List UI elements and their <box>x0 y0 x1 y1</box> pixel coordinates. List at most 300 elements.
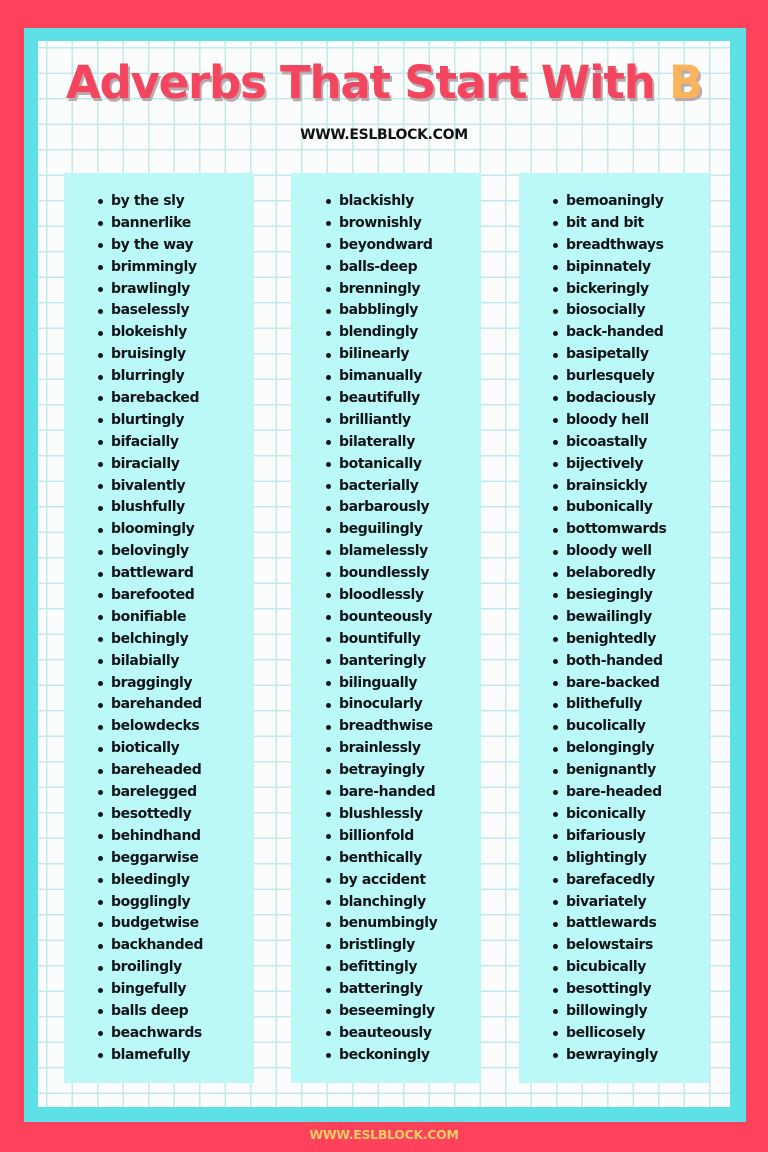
adverb-text: bloomingly <box>111 521 195 538</box>
list-item <box>326 607 481 629</box>
bullet-icon <box>98 199 103 204</box>
list-item <box>98 541 254 563</box>
list-item <box>98 957 254 979</box>
adverb-text: bilingually <box>339 674 418 691</box>
bullet-icon <box>553 265 558 270</box>
list-item <box>98 913 254 935</box>
adverb-text: bloody hell <box>566 411 649 428</box>
list-item <box>98 497 254 519</box>
adverb-text: budgetwise <box>111 915 199 932</box>
bullet-icon <box>98 615 103 620</box>
list-item <box>98 782 254 804</box>
bullet-icon <box>98 396 103 401</box>
bullet-icon <box>98 375 103 380</box>
list-item <box>98 804 254 826</box>
bullet-icon <box>326 550 331 555</box>
adverb-text: bingefully <box>111 981 187 998</box>
bullet-icon <box>553 659 558 664</box>
adverb-text: bimanually <box>339 368 422 385</box>
bullet-icon <box>553 790 558 795</box>
bullet-icon <box>98 572 103 577</box>
bullet-icon <box>326 615 331 620</box>
adverb-text: bipinnately <box>566 258 651 275</box>
bullet-icon <box>98 725 103 730</box>
adverb-text: bemoaningly <box>566 193 664 209</box>
bullet-icon <box>553 681 558 686</box>
bullet-icon <box>98 1053 103 1058</box>
list-item <box>553 892 709 914</box>
bullet-icon <box>553 900 558 905</box>
list-item <box>98 716 254 738</box>
list-item <box>553 519 709 541</box>
bullet-icon <box>326 790 331 795</box>
bullet-icon <box>553 1053 558 1058</box>
adverb-text: backhanded <box>111 937 203 954</box>
adverb-text: banteringly <box>339 652 426 669</box>
list-item <box>98 848 254 870</box>
adverb-text: bruisingly <box>111 346 186 363</box>
list-item <box>326 957 481 979</box>
list-item <box>326 519 481 541</box>
bullet-icon <box>326 747 331 752</box>
adverb-text: blightingly <box>566 849 647 866</box>
adverb-text: belowdecks <box>111 718 200 735</box>
adverb-text: blokeishly <box>111 324 187 341</box>
list-item <box>326 804 481 826</box>
list-item <box>553 235 709 257</box>
bullet-icon <box>326 725 331 730</box>
bullet-icon <box>326 769 331 774</box>
bullet-icon <box>98 988 103 993</box>
list-item <box>98 935 254 957</box>
bullet-icon <box>326 966 331 971</box>
adverb-text: blurtingly <box>111 411 185 428</box>
bullet-icon <box>553 856 558 861</box>
bullet-icon <box>326 878 331 883</box>
list-item <box>98 1023 254 1045</box>
adverb-text: back-handed <box>566 324 664 341</box>
list-item <box>553 213 709 235</box>
list-item <box>98 607 254 629</box>
list-item <box>326 760 481 782</box>
bullet-icon <box>553 1009 558 1014</box>
list-item <box>326 694 481 716</box>
list-item <box>553 957 709 979</box>
list-item <box>553 366 709 388</box>
list-item <box>98 870 254 892</box>
adverb-text: betrayingly <box>339 762 425 779</box>
list-item <box>326 913 481 935</box>
bullet-icon <box>98 221 103 226</box>
adverb-text: bicubically <box>566 959 646 976</box>
word-column-3 <box>519 173 709 1083</box>
adverb-text: bodaciously <box>566 390 656 407</box>
list-item <box>553 191 709 213</box>
bullet-icon <box>326 944 331 949</box>
word-list-2 <box>291 173 481 1067</box>
bullet-icon <box>553 966 558 971</box>
adverb-text: botanically <box>339 455 422 472</box>
bullet-icon <box>98 637 103 642</box>
adverb-text: brawlingly <box>111 280 190 297</box>
adverb-text: both-handed <box>566 652 663 669</box>
adverb-text: bilabially <box>111 652 180 669</box>
bullet-icon <box>326 1009 331 1014</box>
bullet-icon <box>553 396 558 401</box>
adverb-text: boundlessly <box>339 565 430 582</box>
adverb-text: brenningly <box>339 280 421 297</box>
list-item <box>326 476 481 498</box>
list-item <box>98 279 254 301</box>
bullet-icon <box>326 265 331 270</box>
list-item <box>553 541 709 563</box>
adverb-text: bounteously <box>339 608 433 625</box>
bullet-icon <box>553 593 558 598</box>
adverb-text: bottomwards <box>566 521 667 538</box>
adverb-text: belovingly <box>111 543 189 560</box>
bullet-icon <box>326 528 331 533</box>
adverb-text: blushfully <box>111 499 185 516</box>
bullet-icon <box>326 703 331 708</box>
bullet-icon <box>98 878 103 883</box>
adverb-text: burlesquely <box>566 368 655 385</box>
bullet-icon <box>98 681 103 686</box>
bullet-icon <box>553 375 558 380</box>
list-item <box>553 607 709 629</box>
bullet-icon <box>553 703 558 708</box>
list-item <box>98 892 254 914</box>
list-item <box>326 673 481 695</box>
list-item <box>553 935 709 957</box>
bullet-icon <box>326 834 331 839</box>
adverb-text: billionfold <box>339 827 414 844</box>
bullet-icon <box>326 812 331 817</box>
adverb-text: bifariously <box>566 827 646 844</box>
list-item <box>326 191 481 213</box>
list-item <box>326 848 481 870</box>
bullet-icon <box>553 550 558 555</box>
bullet-icon <box>98 900 103 905</box>
bullet-icon <box>553 812 558 817</box>
bullet-icon <box>98 1009 103 1014</box>
list-item <box>553 804 709 826</box>
bullet-icon <box>98 353 103 358</box>
adverb-text: beautifully <box>339 390 420 407</box>
bullet-icon <box>326 440 331 445</box>
adverb-text: beachwards <box>111 1024 202 1041</box>
adverb-text: brilliantly <box>339 411 411 428</box>
bullet-icon <box>326 900 331 905</box>
bullet-icon <box>326 243 331 248</box>
list-item <box>553 782 709 804</box>
list-item <box>553 585 709 607</box>
adverb-text: bacterially <box>339 477 419 494</box>
list-item <box>553 913 709 935</box>
list-item <box>98 1045 254 1067</box>
bullet-icon <box>98 812 103 817</box>
list-item <box>553 1045 709 1067</box>
bullet-icon <box>553 243 558 248</box>
list-item <box>98 694 254 716</box>
list-item <box>553 826 709 848</box>
list-item <box>553 760 709 782</box>
list-item <box>326 432 481 454</box>
adverb-text: bivalently <box>111 477 186 494</box>
adverb-text: besottingly <box>566 981 652 998</box>
list-item <box>326 716 481 738</box>
adverb-text: balls-deep <box>339 258 418 275</box>
list-item <box>326 213 481 235</box>
list-item <box>326 782 481 804</box>
adverb-text: braggingly <box>111 674 193 691</box>
bullet-icon <box>326 1031 331 1036</box>
list-item <box>553 629 709 651</box>
list-item <box>553 497 709 519</box>
adverb-text: bountifully <box>339 630 421 647</box>
adverb-text: baselessly <box>111 302 190 319</box>
list-item <box>553 716 709 738</box>
list-item <box>553 410 709 432</box>
adverb-text: bickeringly <box>566 280 649 297</box>
list-item <box>98 760 254 782</box>
bullet-icon <box>98 309 103 314</box>
list-item <box>326 629 481 651</box>
adverb-text: bellicosely <box>566 1024 646 1041</box>
bullet-icon <box>553 309 558 314</box>
adverb-text: bloodlessly <box>339 587 424 604</box>
adverb-text: bareheaded <box>111 762 202 779</box>
bullet-icon <box>326 199 331 204</box>
adverb-text: benightedly <box>566 630 657 647</box>
list-item <box>553 257 709 279</box>
adverb-text: billowingly <box>566 1002 648 1019</box>
adverb-text: bare-handed <box>339 784 436 801</box>
adverb-text: blanchingly <box>339 893 426 910</box>
list-item <box>98 300 254 322</box>
bullet-icon <box>553 747 558 752</box>
list-item <box>98 257 254 279</box>
adverb-text: broilingly <box>111 959 182 976</box>
bullet-icon <box>553 418 558 423</box>
adverb-text: breadthways <box>566 236 664 253</box>
list-item <box>98 410 254 432</box>
bullet-icon <box>98 265 103 270</box>
bullet-icon <box>553 988 558 993</box>
adverb-text: barelegged <box>111 784 197 801</box>
list-item <box>553 432 709 454</box>
adverb-text: blamefully <box>111 1046 191 1063</box>
list-item <box>326 366 481 388</box>
list-item <box>553 300 709 322</box>
adverb-text: bloody well <box>566 543 652 560</box>
list-item <box>98 826 254 848</box>
adverb-text: balls deep <box>111 1002 189 1019</box>
list-item <box>98 519 254 541</box>
adverb-text: basipetally <box>566 346 649 363</box>
list-item <box>326 541 481 563</box>
adverb-text: blamelessly <box>339 543 428 560</box>
list-item <box>98 191 254 213</box>
list-item <box>326 738 481 760</box>
list-item <box>553 279 709 301</box>
list-item <box>326 410 481 432</box>
adverb-text: barefooted <box>111 587 195 604</box>
bullet-icon <box>553 878 558 883</box>
list-item <box>326 1023 481 1045</box>
bullet-icon <box>553 221 558 226</box>
list-item <box>553 563 709 585</box>
list-item <box>98 738 254 760</box>
word-list-3 <box>519 173 709 1067</box>
adverb-text: besiegingly <box>566 587 653 604</box>
adverb-text: bannerlike <box>111 214 191 231</box>
adverb-text: barefacedly <box>566 871 655 888</box>
adverb-text: bivariately <box>566 893 647 910</box>
list-item <box>326 279 481 301</box>
list-item <box>553 738 709 760</box>
list-item <box>326 563 481 585</box>
bullet-icon <box>553 1031 558 1036</box>
adverb-text: barehanded <box>111 696 202 713</box>
title-text: Adverbs That Start With <box>65 56 670 109</box>
list-item <box>326 651 481 673</box>
bullet-icon <box>326 659 331 664</box>
adverb-text: bilaterally <box>339 433 415 450</box>
word-column-1 <box>64 173 254 1083</box>
bullet-icon <box>98 659 103 664</box>
bullet-icon <box>98 944 103 949</box>
bullet-icon <box>326 988 331 993</box>
list-item <box>98 476 254 498</box>
website-header: WWW.ESLBLOCK.COM <box>300 127 468 143</box>
list-item <box>326 870 481 892</box>
bullet-icon <box>326 331 331 336</box>
bullet-icon <box>326 221 331 226</box>
bullet-icon <box>553 637 558 642</box>
adverb-text: by accident <box>339 871 426 888</box>
list-item <box>326 344 481 366</box>
list-item <box>98 651 254 673</box>
list-item <box>553 322 709 344</box>
bullet-icon <box>98 550 103 555</box>
adverb-text: belaboredly <box>566 565 656 582</box>
list-item <box>98 366 254 388</box>
bullet-icon <box>553 462 558 467</box>
adverb-text: barebacked <box>111 390 200 407</box>
list-item <box>98 322 254 344</box>
bullet-icon <box>98 703 103 708</box>
adverb-text: by the sly <box>111 193 185 209</box>
list-item <box>98 213 254 235</box>
list-item <box>98 979 254 1001</box>
list-item <box>553 476 709 498</box>
adverb-text: brainsickly <box>566 477 648 494</box>
bullet-icon <box>98 484 103 489</box>
bullet-icon <box>553 725 558 730</box>
bullet-icon <box>98 287 103 292</box>
adverb-text: benignantly <box>566 762 656 779</box>
list-item <box>98 585 254 607</box>
list-item <box>553 870 709 892</box>
adverb-text: benthically <box>339 849 423 866</box>
adverb-text: bijectively <box>566 455 644 472</box>
adverb-text: battleward <box>111 565 194 582</box>
adverb-text: beseemingly <box>339 1002 435 1019</box>
bullet-icon <box>553 287 558 292</box>
page-title <box>0 56 768 109</box>
adverb-text: benumbingly <box>339 915 438 932</box>
list-item <box>326 300 481 322</box>
adverb-text: bit and bit <box>566 214 644 231</box>
bullet-icon <box>98 856 103 861</box>
adverb-text: bristlingly <box>339 937 415 954</box>
adverb-text: biracially <box>111 455 180 472</box>
adverb-text: befittingly <box>339 959 418 976</box>
list-item <box>326 235 481 257</box>
bullet-icon <box>98 440 103 445</box>
adverb-text: battlewards <box>566 915 657 932</box>
adverb-text: beauteously <box>339 1024 432 1041</box>
bullet-icon <box>553 944 558 949</box>
list-item <box>98 388 254 410</box>
adverb-text: biconically <box>566 805 646 822</box>
list-item <box>553 454 709 476</box>
bullet-icon <box>98 966 103 971</box>
bullet-icon <box>553 922 558 927</box>
list-item <box>326 979 481 1001</box>
list-item <box>326 322 481 344</box>
bullet-icon <box>326 462 331 467</box>
list-item <box>326 1045 481 1067</box>
adverb-text: bucolically <box>566 718 646 735</box>
list-item <box>326 454 481 476</box>
adverb-text: blendingly <box>339 324 419 341</box>
bullet-icon <box>326 353 331 358</box>
adverb-text: behindhand <box>111 827 201 844</box>
list-item <box>553 694 709 716</box>
adverb-text: beguilingly <box>339 521 423 538</box>
list-item <box>98 673 254 695</box>
bullet-icon <box>326 309 331 314</box>
adverb-text: biosocially <box>566 302 646 319</box>
adverb-text: blurringly <box>111 368 185 385</box>
bullet-icon <box>326 484 331 489</box>
bullet-icon <box>326 572 331 577</box>
adverb-text: breadthwise <box>339 718 433 735</box>
word-column-2 <box>291 173 481 1083</box>
list-item <box>326 388 481 410</box>
title-letter: B <box>669 56 703 109</box>
list-item <box>98 432 254 454</box>
bullet-icon <box>553 331 558 336</box>
bullet-icon <box>326 375 331 380</box>
list-item <box>326 826 481 848</box>
adverb-text: binocularly <box>339 696 423 713</box>
bullet-icon <box>98 769 103 774</box>
bullet-icon <box>326 1053 331 1058</box>
bullet-icon <box>553 506 558 511</box>
bullet-icon <box>98 462 103 467</box>
bullet-icon <box>326 681 331 686</box>
bullet-icon <box>326 506 331 511</box>
list-item <box>98 454 254 476</box>
bullet-icon <box>98 418 103 423</box>
bullet-icon <box>98 790 103 795</box>
bullet-icon <box>98 593 103 598</box>
adverb-text: bewrayingly <box>566 1046 658 1063</box>
adverb-text: beckoningly <box>339 1046 430 1063</box>
bullet-icon <box>98 528 103 533</box>
